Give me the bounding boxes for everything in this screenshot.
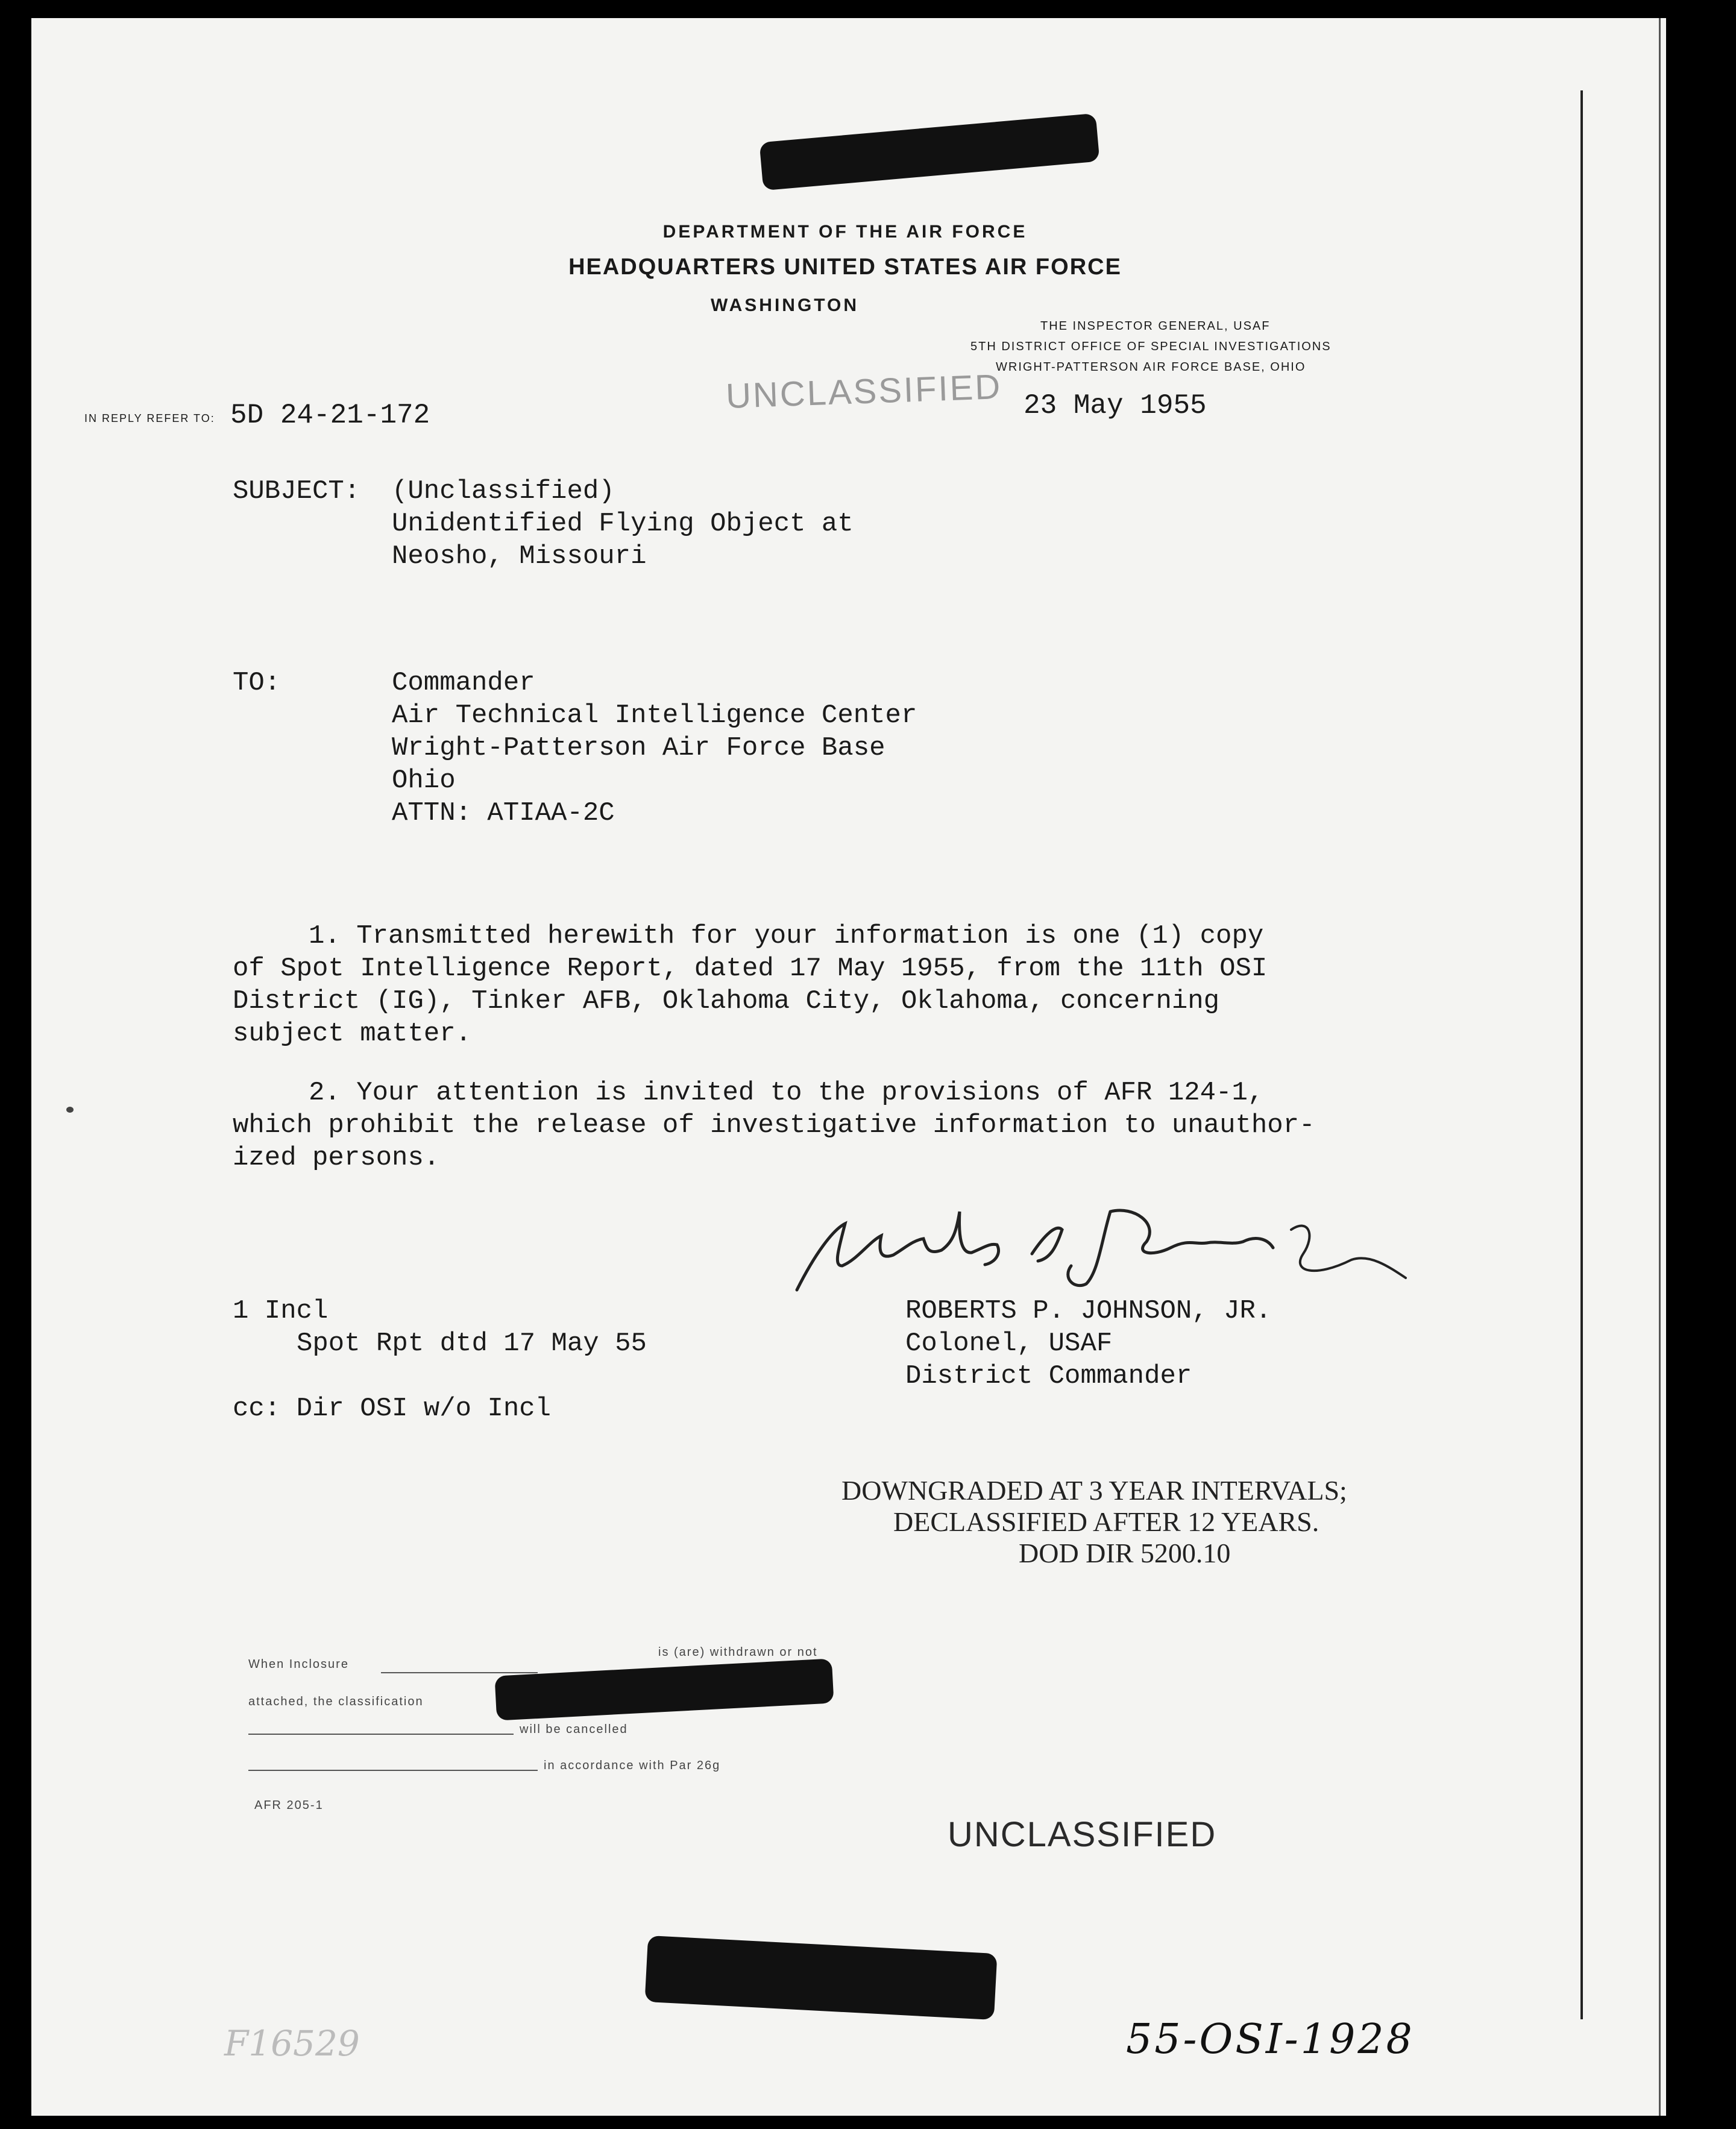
carbon-copy: cc: Dir OSI w/o Incl — [233, 1394, 552, 1424]
letter-date: 23 May 1955 — [1024, 390, 1207, 421]
classification-redaction-bottom — [645, 1936, 998, 2020]
to-line-1: Commander — [392, 668, 535, 698]
subject-line-2: Unidentified Flying Object at — [392, 509, 854, 539]
to-line-5: ATTN: ATIAA-2C — [392, 798, 615, 828]
para1-line-4: subject matter. — [233, 1019, 472, 1049]
form-note-rule-3 — [248, 1770, 538, 1771]
para1-line-2: of Spot Intelligence Report, dated 17 May 1955, from the 11th OSI — [233, 954, 1268, 984]
para2-line-2: which prohibit the release of investigative information to unauthor- — [233, 1110, 1315, 1140]
to-line-2: Air Technical Intelligence Center — [392, 700, 917, 731]
right-edge-line — [1659, 18, 1661, 2116]
subject-line-1: (Unclassified) — [392, 476, 615, 506]
form-note-line-4: in accordance with Par 26g — [544, 1759, 721, 1772]
form-note-form-number: AFR 205-1 — [254, 1799, 324, 1812]
form-note-rule-2 — [248, 1734, 514, 1735]
downgrade-line-3: DOD DIR 5200.10 — [1019, 1538, 1231, 1568]
office-district: 5TH DISTRICT OFFICE OF SPECIAL INVESTIGATIONS — [970, 340, 1332, 353]
form-note-rule-1 — [381, 1672, 538, 1673]
margin-file-number: F16529 — [224, 2023, 360, 2064]
office-inspector-general: THE INSPECTOR GENERAL, USAF — [1040, 319, 1271, 333]
handwritten-file-number: 55-OSI-1928 — [1126, 2016, 1415, 2063]
para1-line-3: District (IG), Tinker AFB, Oklahoma City, Oklahoma, concerning — [233, 986, 1220, 1016]
enclosure-count: 1 Incl — [233, 1296, 329, 1326]
form-note-line-2: attached, the classification — [248, 1695, 424, 1708]
letterhead-washington: WASHINGTON — [710, 295, 860, 315]
enclosure-description: Spot Rpt dtd 17 May 55 — [297, 1329, 647, 1359]
signature-rank: Colonel, USAF — [905, 1329, 1113, 1359]
unclassified-stamp-top: UNCLASSIFIED — [725, 367, 1003, 416]
signature-name: ROBERTS P. JOHNSON, JR. — [905, 1296, 1272, 1326]
to-line-3: Wright-Patterson Air Force Base — [392, 733, 885, 763]
subject-label: SUBJECT: — [233, 476, 360, 506]
downgrade-line-2: DECLASSIFIED AFTER 12 YEARS. — [893, 1506, 1319, 1537]
subject-line-3: Neosho, Missouri — [392, 541, 647, 571]
downgrade-line-1: DOWNGRADED AT 3 YEAR INTERVALS; — [841, 1475, 1347, 1506]
document-page — [31, 18, 1666, 2116]
office-base: WRIGHT-PATTERSON AIR FORCE BASE, OHIO — [996, 360, 1306, 374]
para2-line-3: ized persons. — [233, 1143, 440, 1173]
reply-reference: 5D 24-21-172 — [230, 400, 430, 431]
stray-mark — [66, 1107, 74, 1113]
form-note-line-1a: When Inclosure — [248, 1658, 349, 1671]
unclassified-stamp-bottom: UNCLASSIFIED — [948, 1815, 1217, 1854]
to-label: TO: — [233, 668, 281, 698]
para1-line-1: 1. Transmitted herewith for your information is one (1) copy — [309, 921, 1264, 951]
signature-title: District Commander — [905, 1361, 1192, 1391]
to-line-4: Ohio — [392, 766, 456, 796]
classification-redaction-middle — [494, 1658, 834, 1720]
form-note-line-3: will be cancelled — [520, 1723, 628, 1736]
letterhead-department: DEPARTMENT OF THE AIR FORCE — [662, 222, 1028, 242]
letterhead-headquarters: HEADQUARTERS UNITED STATES AIR FORCE — [568, 254, 1122, 280]
classification-redaction-top — [760, 113, 1100, 191]
handwritten-signature — [773, 1187, 1412, 1308]
reply-label: IN REPLY REFER TO: — [84, 412, 215, 424]
right-margin-line — [1580, 90, 1583, 2019]
form-note-line-1b: is (are) withdrawn or not — [658, 1646, 818, 1659]
para2-line-1: 2. Your attention is invited to the provisions of AFR 124-1, — [309, 1078, 1264, 1108]
